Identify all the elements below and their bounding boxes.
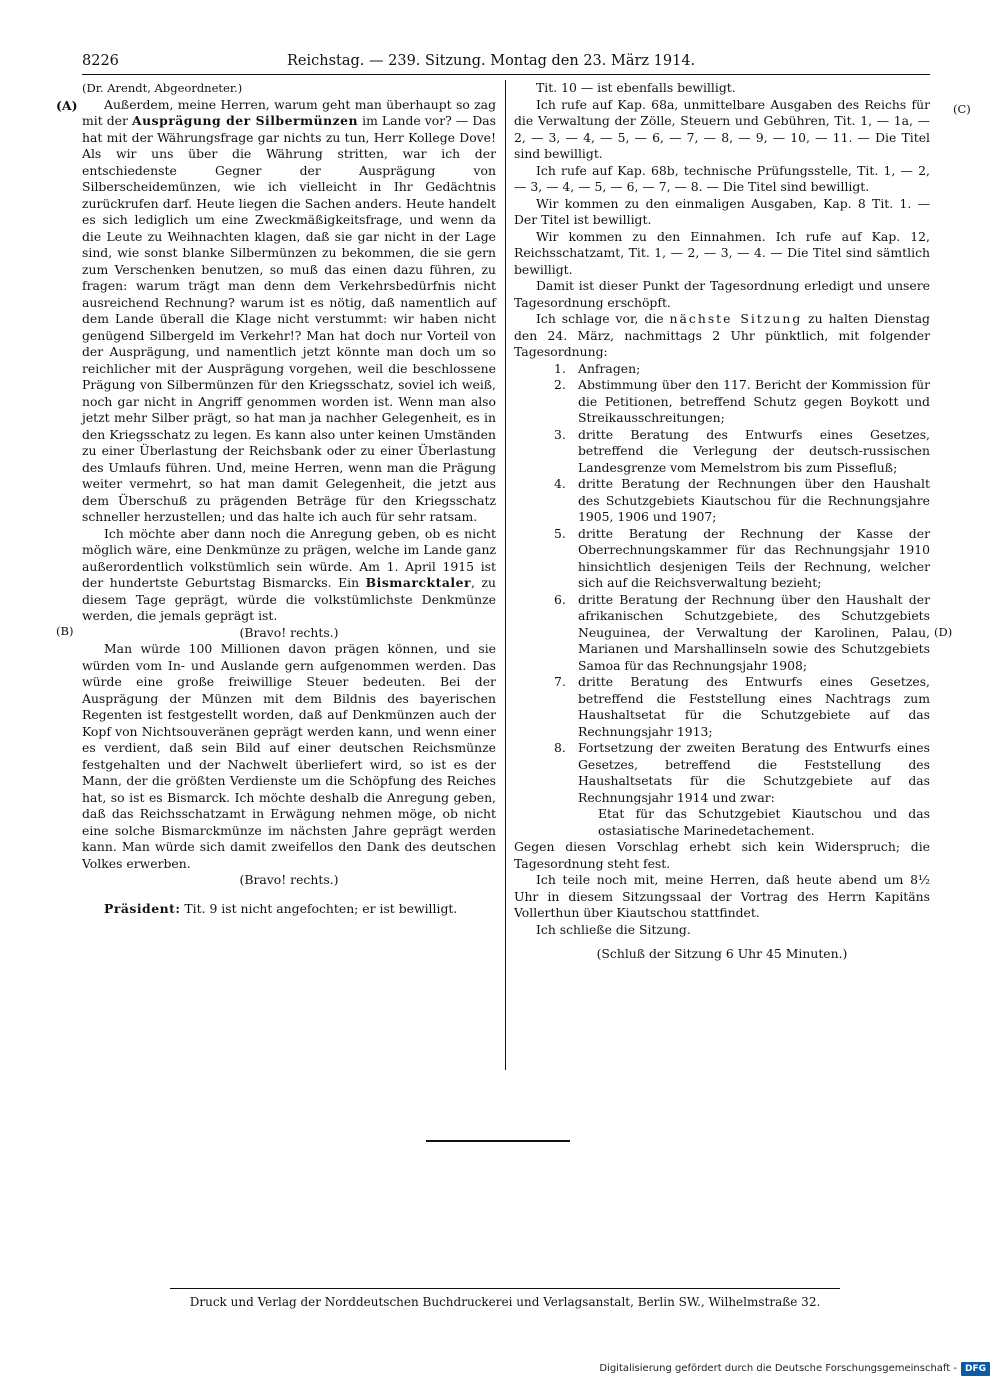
president-statement xyxy=(82,901,496,918)
spaced-text: nächste Sitzung xyxy=(669,311,803,326)
speaker-attribution: (Dr. Arendt, Abgeordneter.) xyxy=(82,81,243,95)
digitization-text: Digitalisierung gefördert durch die Deutsche Forschungsgemeinschaft - xyxy=(599,1363,957,1374)
agenda-item xyxy=(514,476,930,526)
dfg-logo: DFG xyxy=(961,1362,990,1376)
margin-marker-d: (D) xyxy=(934,625,953,639)
agenda-item xyxy=(514,427,930,477)
agenda-number: 8. xyxy=(554,740,566,755)
text-run: Ich möchte aber dann noch die Anregung geben, ob es nicht möglich wäre, eine Denkmünze zu prägen, welche im Lande ganz außerordentlich volkstümlich sein würde. Am 1. April 1915 ist der hundertste Geburtstag Bismarcks. Ein xyxy=(82,525,496,590)
agenda-text: Fortsetzung der zweiten Beratung des Entwurfs eines Gesetzes, betreffend die Feststellung des Haushaltsetats für die Schutzgebiete auf das Rechnungsjahr 1914 und zwar: xyxy=(578,740,930,805)
page-number: 8226 xyxy=(82,53,119,69)
agenda-item xyxy=(514,674,930,740)
digitization-credit xyxy=(599,1361,990,1377)
agenda-text: dritte Beratung des Entwurfs eines Gesetzes, betreffend die Feststellung eines Nachtrags zum Haushaltsetat für die Schutzgebiete auf das Rechnungsjahr 1913; xyxy=(578,674,930,739)
running-title: Reichstag. — 239. Sitzung. Montag den 23. März 1914. xyxy=(287,53,696,69)
agenda-number: 6. xyxy=(554,591,566,607)
agenda-subitem: Etat für das Schutzgebiet Kiautschou und das ostasiatische Marinedetachement. xyxy=(598,806,930,838)
agenda-item xyxy=(514,377,930,427)
agenda-item xyxy=(514,526,930,592)
paragraph: Wir kommen zu den einmaligen Ausgaben, Kap. 8 Tit. 1. — Der Titel ist bewilligt. xyxy=(514,195,930,227)
closing-note: (Schluß der Sitzung 6 Uhr 45 Minuten.) xyxy=(596,946,848,961)
paragraph: Ich teile noch mit, meine Herren, daß heute abend um 8½ Uhr in diesem Sitzungssaal der Vortrag des Herrn Kapitäns Vollerthun über Kiautschou stattfindet. xyxy=(514,872,930,920)
agenda-number: 5. xyxy=(554,525,566,541)
text-run: Ich schlage vor, die xyxy=(536,311,670,326)
agenda-text: dritte Beratung des Entwurfs eines Gesetzes, betreffend die Verlegung der deutsch-russischen Landesgrenze vom Memelstrom bis zum Pissefluß; xyxy=(578,426,930,475)
agenda-text: dritte Beratung der Rechnung über den Haushalt der afrikanischen Schutzgebiete, des Schutzgebiets Neuguinea, der Verwaltung der Karolinen, Palau, Marianen und Marshallinseln sowie des Schutzgebiets Samoa für das Rechnungsjahr 1908; xyxy=(578,591,930,673)
paragraph xyxy=(514,311,930,361)
emphasis-text: Bismarcktaler xyxy=(365,575,471,590)
paragraph: Ich rufe auf Kap. 68a, unmittelbare Ausgaben des Reichs für die Verwaltung der Zölle, Steuern und Gebühren, Tit. 1, — 1a, — 2, — 3, — 4, — 5, — 6, — 7, — 8, — 9, — 10, — 11. — Die Titel sind bewilligt. xyxy=(514,96,930,161)
agenda-number: 2. xyxy=(554,377,566,392)
right-column xyxy=(514,80,930,963)
paragraph: Man würde 100 Millionen davon prägen können, und sie würden vom In- und Auslande gern aufgenommen werden. Das würde eine große freiwillige Steuer bedeuten. Bei der Ausprägung der Münzen mit dem Bildnis des bayerischen Regenten ist festgestellt worden, daß auf Denkmünzen auch der Kopf von Nichtsouveränen geprägt werden kann, und wenn einer es verdient, daß sein Bild auf einer deutschen Reichsmünze festgehalten und der Nachwelt überliefert wird, so ist es der Mann, der die größten Verdienste um die Schöpfung des Reiches hat, so ist es Bismarck. Ich möchte deshalb die Anregung geben, daß das Reichsschatzamt in Erwägung nehmen möge, ob nicht eine solche Bismarckmünze im nächsten Jahre geprägt werden kann. Man würde sich damit zweifellos den Dank des deutschen Volkes erwerben. xyxy=(82,641,496,871)
paragraph: Ich schließe die Sitzung. xyxy=(536,921,691,937)
paragraph: Tit. 10 — ist ebenfalls bewilligt. xyxy=(536,80,736,95)
applause-note: (Bravo! rechts.) xyxy=(239,872,339,887)
margin-marker-c: (C) xyxy=(953,102,971,116)
agenda-item xyxy=(514,361,930,378)
paragraph xyxy=(82,526,496,625)
agenda-text: Anfragen; xyxy=(578,360,641,376)
agenda-item xyxy=(514,740,930,806)
footer-rule xyxy=(170,1288,840,1289)
agenda-number: 1. xyxy=(554,360,566,376)
agenda-text: dritte Beratung der Rechnung der Kasse der Oberrechnungskammer für das Rechnungsjahr 1910 hinsichtlich desjenigen Teils der Rechnung, welcher sich auf die Reichsverwaltung bezieht; xyxy=(578,525,930,590)
text-run: im Lande vor? — Das hat mit der Währungsfrage gar nichts zu tun, Herr Kollege Dove! Als wir uns über die Währung stritten, war ich der entschiedenste Gegner der Ausprägung von Silberscheidemünzen, wie ich vielleicht in Ihr Gedächtnis zurückrufen darf. Heute liegen die Sachen anders. Heute handelt es sich lediglich um eine Zweckmäßigkeitsfrage, und wenn da die Leute zu Weihnachten klagen, daß sie gar nicht in der Lage sind, wie sonst blanke Silbermünzen zu bekommen, die sie gern zum Verschenken benutzen, so muß das einen dazu führen, zu fragen: warum trägt man denn dem Verkehrsbedürfnis nicht ausreichend Rechnung? warum ist es nötig, daß namentlich auf dem Lande überall die Klage nicht verstummt: wir haben nicht genügend Silbergeld im Verkehr!? Man hat doch nur Vorteil von der Ausprägung, und namentlich jetzt könnte man doch um so reichlicher mit der Ausprägung vorgehen, weil die beschlossene Prägung von Silbermünzen für den Kriegsschatz, soviel ich weiß, noch gar nicht in Angriff genommen worden ist. Wenn man also jetzt mehr Silber prägt, so hat man ja nachher Gelegenheit, es in den Kriegsschatz zu legen. Es kann also unter keinen Umständen zu einer Überlastung der Reichsbank oder zu einer Überlastung des Umlaufs führen. Und, meine Herren, wenn man die Prägung weiter vermehrt, so hat man damit Gelegenheit, die jetzt aus dem Überschuß zu prägenden Beträge für den Kriegsschatz schneller herzustellen; und das halte ich auch für sehr ratsam. xyxy=(82,113,496,524)
emphasis-text: Ausprägung der Silbermünzen xyxy=(131,113,359,128)
end-rule xyxy=(426,1140,570,1142)
paragraph: Ich rufe auf Kap. 68b, technische Prüfungsstelle, Tit. 1, — 2, — 3, — 4, — 5, — 6, — 7, — 8. — Die Titel sind bewilligt. xyxy=(514,162,930,194)
applause-note: (Bravo! rechts.) xyxy=(239,624,339,640)
agenda-list xyxy=(514,361,930,807)
agenda-text: dritte Beratung der Rechnungen über den Haushalt des Schutzgebiets Kiautschou für die Rechnungsjahre 1905, 1906 und 1907; xyxy=(578,476,930,524)
printer-imprint: Druck und Verlag der Norddeutschen Buchdruckerei und Verlagsanstalt, Berlin SW., Wilhelmstraße 32. xyxy=(189,1295,821,1309)
paragraph: Wir kommen zu den Einnahmen. Ich rufe auf Kap. 12, Reichsschatzamt, Tit. 1, — 2, — 3, — 4. — Die Titel sind sämtlich bewilligt. xyxy=(514,228,930,277)
margin-marker-a: (A) xyxy=(56,98,78,113)
agenda-number: 4. xyxy=(554,476,566,491)
agenda-text: Abstimmung über den 117. Bericht der Kommission für die Petitionen, betreffend Schutz gegen Boykott und Streikausschreitungen; xyxy=(578,377,930,425)
speaker-label: Präsident: xyxy=(104,900,181,916)
column-divider xyxy=(505,80,506,1070)
paragraph: Damit ist dieser Punkt der Tagesordnung erledigt und unsere Tagesordnung erschöpft. xyxy=(514,278,930,310)
margin-marker-b: (B) xyxy=(56,624,74,638)
text-run: Tit. 9 ist nicht angefochten; er ist bewilligt. xyxy=(180,900,458,916)
text-run: zu halten Dienstag den 24. März, nachmittags 2 Uhr pünktlich, mit folgender Tagesordnung: xyxy=(514,311,930,359)
left-column xyxy=(82,80,496,917)
page-header xyxy=(82,52,930,75)
agenda-number: 7. xyxy=(554,674,566,689)
text-run: Außerdem, meine Herren, warum geht man überhaupt so zag mit der xyxy=(82,96,496,128)
agenda-item xyxy=(514,592,930,675)
paragraph xyxy=(82,97,496,526)
paragraph: Gegen diesen Vorschlag erhebt sich kein Widerspruch; die Tagesordnung steht fest. xyxy=(514,839,930,871)
agenda-number: 3. xyxy=(554,426,566,442)
text-run: , zu diesem Tage geprägt, würde die volkstümlichste Denkmünze werden, die jemals geprägt ist. xyxy=(82,575,496,623)
